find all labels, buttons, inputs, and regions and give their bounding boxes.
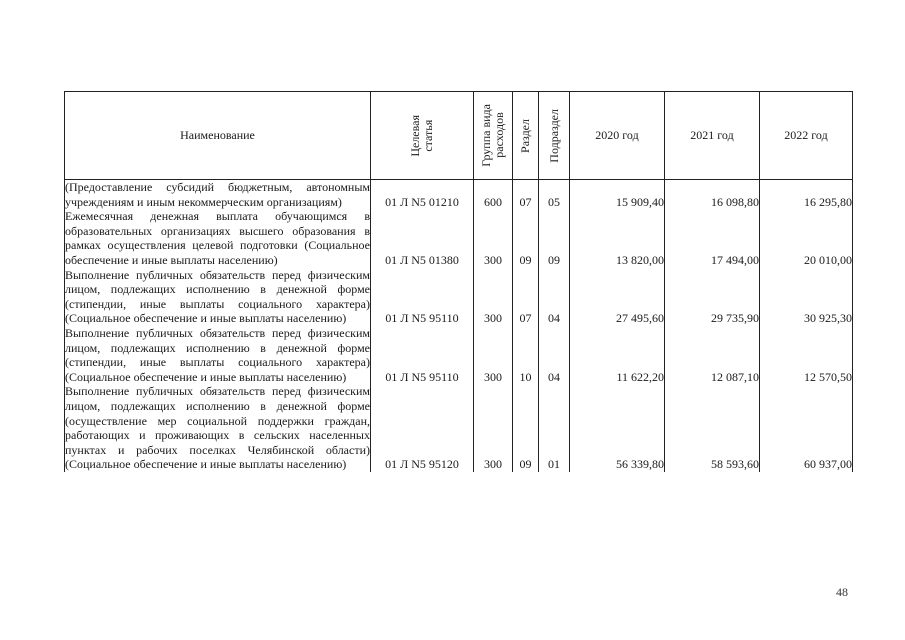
header-2021: 2021 год: [665, 92, 760, 180]
row-2022: 12 570,50: [760, 326, 853, 384]
row-2021: 12 087,10: [665, 326, 760, 384]
row-2020: 11 622,20: [570, 326, 665, 384]
row-subsection: 01: [539, 384, 570, 472]
row-subsection: 05: [539, 180, 570, 210]
header-expense-group: Группа вида расходов: [474, 92, 513, 180]
row-target: 01 Л N5 95120: [371, 384, 474, 472]
row-section: 07: [513, 180, 539, 210]
header-section: Раздел: [513, 92, 539, 180]
table-row: [65, 209, 853, 267]
header-2020: 2020 год: [570, 92, 665, 180]
table-row: [65, 180, 853, 210]
row-subsection: 04: [539, 268, 570, 326]
row-subsection: 09: [539, 209, 570, 267]
page-number: 48: [836, 585, 848, 599]
header-subsection: Подраздел: [539, 92, 570, 180]
row-2022: 60 937,00: [760, 384, 853, 472]
row-target: 01 Л N5 01210: [371, 180, 474, 210]
row-2020: 27 495,60: [570, 268, 665, 326]
table-row: [65, 326, 853, 384]
row-2020: 56 339,80: [570, 384, 665, 472]
row-2022: 16 295,80: [760, 180, 853, 210]
row-name: Выполнение публичных обязательств перед физическим лицом, подлежащих исполнению в денежной форме (стипендии, иные выплаты социального характера) (Социальное обеспечение и иные выплаты населению): [65, 267, 370, 326]
budget-table: [64, 91, 853, 472]
table-header-row: [65, 92, 853, 180]
row-2021: 17 494,00: [665, 209, 760, 267]
row-target: 01 Л N5 01380: [371, 209, 474, 267]
row-2021: 29 735,90: [665, 268, 760, 326]
row-group: 600: [474, 180, 513, 210]
row-target: 01 Л N5 95110: [371, 326, 474, 384]
row-name: Ежемесячная денежная выплата обучающимся в образовательных организациях высшего образования в рамках осуществления целевой подготовки (Социальное обеспечение и иные выплаты населению): [65, 209, 370, 267]
row-2021: 16 098,80: [665, 180, 760, 210]
row-section: 10: [513, 326, 539, 384]
row-2022: 30 925,30: [760, 268, 853, 326]
row-2021: 58 593,60: [665, 384, 760, 472]
header-2022: 2022 год: [760, 92, 853, 180]
row-section: 09: [513, 384, 539, 472]
row-name: (Предоставление субсидий бюджетным, автономным учреждениям и иным некоммерческим организациям): [65, 180, 370, 209]
row-name: Выполнение публичных обязательств перед физическим лицом, подлежащих исполнению в денежной форме (стипендии, иные выплаты социального характера) (Социальное обеспечение и иные выплаты населению): [65, 325, 370, 384]
table-row: [65, 268, 853, 326]
row-section: 09: [513, 209, 539, 267]
row-target: 01 Л N5 95110: [371, 268, 474, 326]
row-section: 07: [513, 268, 539, 326]
row-2022: 20 010,00: [760, 209, 853, 267]
row-group: 300: [474, 326, 513, 384]
table-row: [65, 384, 853, 472]
row-group: 300: [474, 384, 513, 472]
row-2020: 13 820,00: [570, 209, 665, 267]
row-group: 300: [474, 268, 513, 326]
row-subsection: 04: [539, 326, 570, 384]
row-name: Выполнение публичных обязательств перед физическим лицом, подлежащих исполнению в денежной форме (осуществление мер социальной поддержки граждан, работающих и проживающих в сельских населенных пунктах и рабочих поселках Челябинской области) (Социальное обеспечение и иные выплаты населению): [65, 384, 370, 472]
header-name: Наименование: [65, 92, 371, 180]
header-target-article: Целевая статья: [371, 92, 474, 180]
row-group: 300: [474, 209, 513, 267]
row-2020: 15 909,40: [570, 180, 665, 210]
